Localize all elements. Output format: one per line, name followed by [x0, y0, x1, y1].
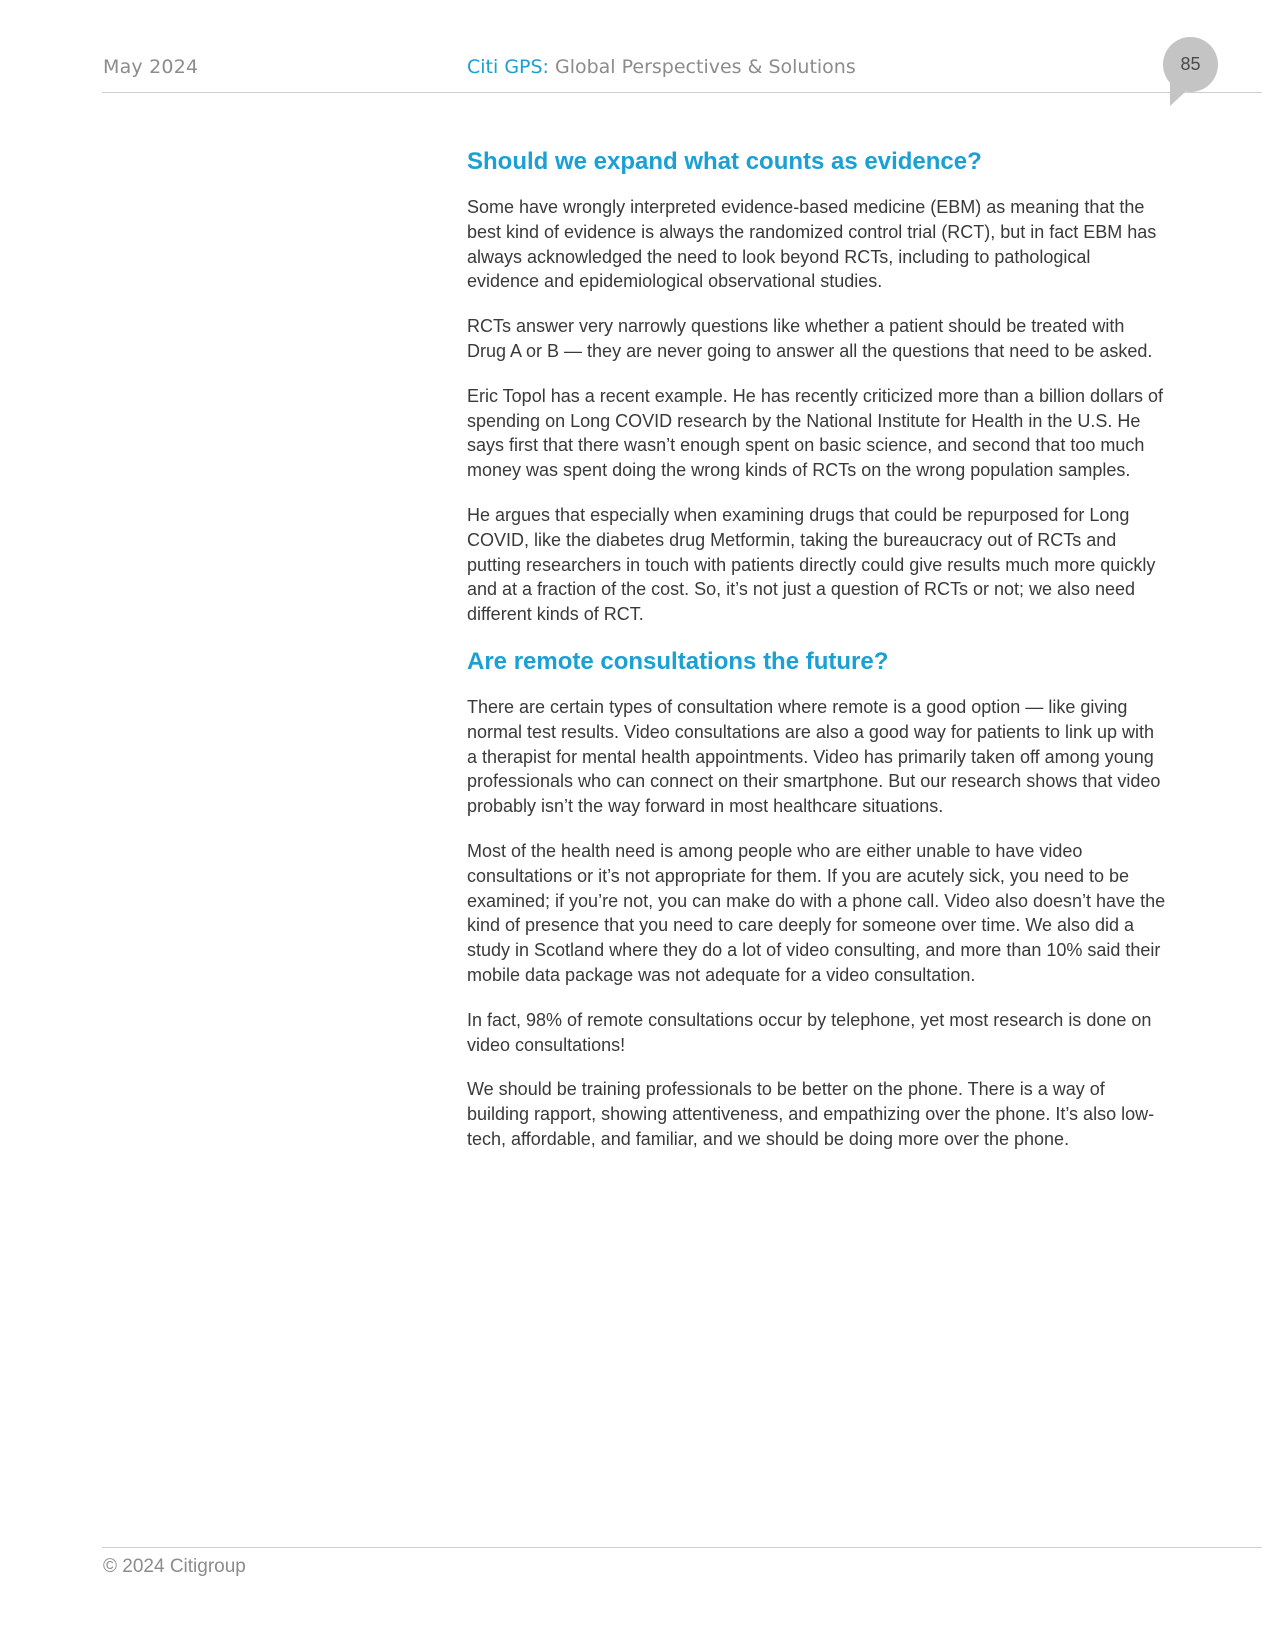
- footer-divider: [102, 1547, 1262, 1548]
- paragraph: RCTs answer very narrowly questions like whether a patient should be treated with Drug A or B — they are never going to answer all the questions that need to be asked.: [467, 316, 1153, 361]
- paragraph: Most of the health need is among people who are either unable to have video consultations or it’s not appropriate for them. If you are acutely sick, you need to be examined; if you’re not, you can make do with a phone call. Video also doesn’t have the kind of presence that you need to care deeply for someone over time. We also did a study in Scotland where they do a lot of video consulting, and more than 10% said their mobile data package was not adequate for a video consultation.: [467, 840, 1166, 985]
- header-date: May 2024: [103, 56, 199, 78]
- paragraph: He argues that especially when examining drugs that could be repurposed for Long COVID, like the diabetes drug Metformin, taking the bureaucracy out of RCTs and putting researchers in touch with patients directly could give results much more quickly and at a fraction of the cost. So, it’s not just a question of RCTs or not; we also need different kinds of RCT.: [467, 504, 1156, 625]
- paragraph: In fact, 98% of remote consultations occur by telephone, yet most research is done on video consultations!: [467, 1009, 1152, 1055]
- paragraph: Some have wrongly interpreted evidence-based medicine (EBM) as meaning that the best kind of evidence is always the randomized control trial (RCT), but in fact EBM has always acknowledged the need to look beyond RCTs, including to pathological evidence and epidemiological observational studies.: [467, 197, 1157, 292]
- section-heading-evidence: Should we expand what counts as evidence?: [467, 148, 982, 175]
- article-body: [467, 147, 1167, 1172]
- footer-copyright: © 2024 Citigroup: [103, 1556, 246, 1577]
- header-divider: [102, 92, 1262, 93]
- page-number-badge: 85: [1163, 37, 1218, 92]
- paragraph: There are certain types of consultation where remote is a good option — like giving normal test results. Video consultations are also a good way for patients to link up with a therapist for mental health appointments. Video has primarily taken off among young professionals who can connect on their smartphone. But our research shows that video probably isn’t the way forward in most healthcare situations.: [467, 696, 1161, 817]
- paragraph: We should be training professionals to be better on the phone. There is a way of building rapport, showing attentiveness, and empathizing over the phone. It’s also low-tech, affordable, and familiar, and we should be doing more over the phone.: [467, 1079, 1155, 1149]
- header-brand: [467, 56, 856, 78]
- paragraph: Eric Topol has a recent example. He has recently criticized more than a billion dollars of spending on Long COVID research by the National Institute for Health in the U.S. He says first that there wasn’t enough spent on basic science, and second that too much money was spent doing the wrong kinds of RCTs on the wrong population samples.: [467, 385, 1164, 481]
- brand-name: Citi GPS:: [467, 56, 549, 78]
- brand-tagline: Global Perspectives & Solutions: [554, 56, 856, 78]
- section-heading-remote-consultations: Are remote consultations the future?: [467, 647, 889, 675]
